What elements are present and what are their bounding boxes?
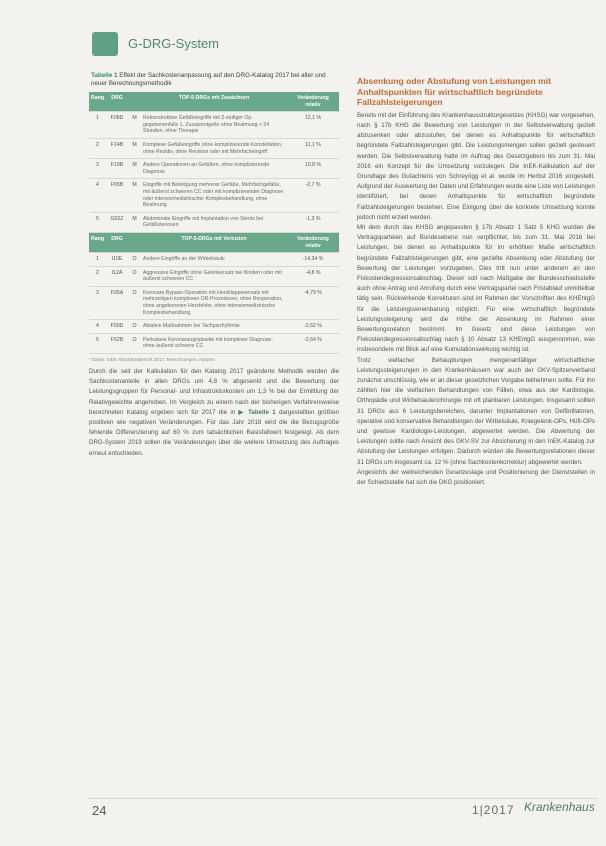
change-value-cell: -2,64 % xyxy=(287,333,339,353)
rank-cell: 1 xyxy=(89,253,106,267)
header-top5-gains: TOP-5-DRGs mit Zuwächsen xyxy=(141,92,287,112)
table-row xyxy=(89,286,339,319)
left-column xyxy=(89,72,339,459)
description-cell: Andere Eingriffe an der Wirbelsäule xyxy=(141,253,287,267)
drg-code-cell: I10E xyxy=(106,253,128,267)
rank-cell: 2 xyxy=(89,266,106,286)
rank-cell: 4 xyxy=(89,179,106,212)
left-paragraph xyxy=(89,367,339,459)
right-paragraph-2: Mit dem durch das KHSG angepassten § 17b Absatz 1 Satz 5 KHG wurden die Vertragsparteien auf Bundesebene nun verpflichtet, bis zum 31. Mai 2016 bei Leistungen, bei denen es Anhaltspunkte für im erhöhten Maße wirtschaftlich begründete Fallzahlsteigerungen gibt, eine gezielte Absenkung oder Abstufung der Bewertung der Leistungen vorzugeben. Dies tritt nun unter anderem an den Fixkostendegressionsabschlag. Dieser soll nach Maßgabe der Bundesschiedsstelle auch ohne Antrag und Anrufung durch eine Vertragspartei nach Fristablauf unmittelbar tätig sein. Rückwirkende Korrekturen sind im Rahmen der Vorschriften des KHEntgG für die Leistungsvereinbarung möglich. Für eine wirtschaftlich begründete Leistungssteigerung wird die Höhe der Absenkung im Rahmen einer Bewertungsrelation bestimmt. Im Gesetz sind diese Leistungen von Fixkostendegressionsabschlag nach § 10 Absatz 13 KHEntgG ausgenommen, was insbesondere mit Blick auf eine Kumulationswirkung wichtig ist. xyxy=(357,224,595,354)
left-body-text xyxy=(89,367,339,459)
rank-cell: 1 xyxy=(89,112,106,139)
description-cell: Rekonstruktive Gefäßeingriffe mit 2-stufiger Op. gegebenenfalls 1. Zusatzentgelte ohne Beatmung > 24 Stunden, ohne Therapie xyxy=(141,112,287,139)
header-change: Veränderung relativ xyxy=(287,232,339,252)
drg-code-cell: F05A xyxy=(106,286,128,319)
page-number: 24 xyxy=(92,803,107,818)
drg-code-cell: I12A xyxy=(106,266,128,286)
partition-cell: O xyxy=(128,286,141,319)
change-value-cell: -1,3 % xyxy=(287,212,339,232)
header-partition xyxy=(128,92,141,112)
change-value-cell: -2,62 % xyxy=(287,320,339,334)
drg-code-cell: G02Z xyxy=(106,212,128,232)
change-value-cell: 11,1 % xyxy=(287,138,339,158)
drg-code-cell: F52B xyxy=(106,333,128,353)
header-rank: Rang xyxy=(89,232,106,252)
drg-code-cell: F08D xyxy=(106,112,128,139)
drg-effect-table xyxy=(89,92,339,354)
header-rank: Rang xyxy=(89,92,106,112)
table-body-losses xyxy=(89,232,339,353)
partition-cell: M xyxy=(128,112,141,139)
right-paragraph-1: Bereits mit der Einführung des Krankenhausstrukturgesetzes (KHSG) war vorgesehen, nach § 17b KHG die Bewertung von Leistungen in der Selbstverwaltung gezielt abzusenken oder abzustufen, bei denen es Anhaltspunkte für wirtschaftlich begründete Fallzahlsteigerungen gibt. Die Leistungsmengen sollen gezielt gesteuert werden. Die Selbstverwaltung hatte im Auftrag des Gesetzgebers bis zum 31. Mai 2016 ein Konzept für die Umsetzung vorzulegen. Die InEK-Kalkulation auf der Grundlage des Gutachtens von Schreyögg et al. wurde im Herbst 2016 vorgestellt. Aufgrund der Auswertung der Daten und Erfahrungen wurde eine Liste von Leistungen identifiziert, bei denen Anhaltspunkte für wirtschaftlich begründete Fallzahlsteigerungen bestehen. Eine Einigung über die konkrete Umsetzung konnte jedoch nicht erzielt werden. xyxy=(357,111,595,221)
table-caption xyxy=(91,72,339,88)
drg-code-cell: F65B xyxy=(106,179,128,212)
description-cell: Abdominale Eingriffe mit Implantation von Stents bei Gefäßstenosen xyxy=(141,212,287,232)
description-cell: Ablative Maßnahmen bei Tachyarrhythmie xyxy=(141,320,287,334)
table-caption-text: Effekt der Sachkostenanpassung auf den DRG-Katalog 2017 bei alter und neuer Berechnungsmethodik xyxy=(91,72,326,87)
rank-cell: 5 xyxy=(89,212,106,232)
table-row xyxy=(89,159,339,179)
description-cell: Aggressive Eingriffe ohne Gelenkersatz bei Kindern oder mit äußerst schweren CC xyxy=(141,266,287,286)
table-row xyxy=(89,179,339,212)
change-value-cell: -2,7 % xyxy=(287,179,339,212)
table-row xyxy=(89,333,339,353)
description-cell: Perkutane Koronarangioplastie mit komplexer Diagnose, ohne äußerst schwere CC xyxy=(141,333,287,353)
description-cell: Koronare Bypass-Operation mit Herzklappenersatz mit mehrzeitigen komplexen OR-Prozeduren, ohne Reoperation, ohne angeborenen Herzfehler, ohne intensivmedizinische Komplexbehandlung xyxy=(141,286,287,319)
right-paragraph-3: Trotz vielfacher Behauptungen mengenanfälliger wirtschaftlicher Leistungssteigerungen in den Krankenhäusern war auch der GKV-Spitzenverband zunächst unschlüssig, wie er an dieser gesetzlichen Vorgabe teilnehmen sollte. Für ihn zählten hier die vielfachen Behandlungen von Fällen, etwa aus der Kardiologie, Orthopädie und Wirbelsäulenchirurgie mit oft planbaren Leistungen. Insgesamt sollten 31 DRGs aus 6 Leistungsbereichen, darunter Implantationen von Defibrillatoren, operative und konservative Behandlungen der Wirbelsäule, Kniegelenk-OPs, Hüft-OPs und gewisse Kardiologie-Leistungen, abgewertet werden. Die Abwertung der Leistungen sollte nach Ansicht des GKV-SV zur Absicherung in den InEK-Katalog zur Abstufung der Leistungen erfolgen. Dadurch würden die Bewertungsrelationen dieser 31 DRGs um insgesamt ca. 12 % (ohne Sachkostenkorrektur) abgewertet werden. xyxy=(357,356,595,466)
footer-divider xyxy=(88,798,598,799)
rank-cell: 4 xyxy=(89,320,106,334)
description-cell: Komplexe Gefäßeingriffe ohne komplizierende Konstellation, ohne Rezidiv, ohne Revision oder mit Mehrfacheingriff xyxy=(141,138,287,158)
change-value-cell: 10,8 % xyxy=(287,159,339,179)
partition-cell: O xyxy=(128,320,141,334)
table-row xyxy=(89,266,339,286)
header-drg: DRG xyxy=(106,92,128,112)
right-column xyxy=(357,76,595,488)
rank-cell: 3 xyxy=(89,286,106,319)
table-header-losses xyxy=(89,232,339,252)
article-heading: Absenkung oder Abstufung von Leistungen mit Anhaltspunkten für wirtschaftlich begründete Fallzahlsteigerungen xyxy=(357,76,551,108)
change-value-cell: 12,1 % xyxy=(287,112,339,139)
table-caption-label: Tabelle 1 xyxy=(91,72,118,79)
partition-cell: M xyxy=(128,179,141,212)
table-row xyxy=(89,253,339,267)
table-row xyxy=(89,320,339,334)
partition-cell: O xyxy=(128,253,141,267)
change-value-cell: -4,8 % xyxy=(287,266,339,286)
description-cell: Eingriffe mit Beteiligung mehrerer Gefäße, Mehrfachgefäße, mit äußerst schweren CC oder mit komplizierender Diagnose oder intensivmedizinischer Komplexbehandlung, ohne Beatmung xyxy=(141,179,287,212)
table-header-gains xyxy=(89,92,339,112)
header-partition xyxy=(128,232,141,252)
right-paragraph-4: Angesichts der weitreichenden Gesetzeslage und Positionierung der Dienststellen in der Schiedsstelle hat sich die DKG positioniert. xyxy=(357,468,595,487)
table-body-gains xyxy=(89,92,339,232)
change-value-cell: -4,79 % xyxy=(287,286,339,319)
left-text-part-1: Durch die seit der Kalkulation für den Katalog 2017 geänderte Methodik werden die Sachkostenanteile in allen DRGs um 4,8 % abgesenkt und die Bewertung der Leistungsgruppen für Personal- und Infrastrukturkosten um 1,3 % bei der Ermittlung der Relativgewichte angehoben. Im Vergleich zu einem nach der bisherigen Verfahrensweise berechneten Katalog ergeben sich für 2017 die in xyxy=(89,368,339,416)
left-text-part-2: dargestellten größten positiven wie negativen Veränderungen. Für das Jahr 2018 wird die die Bezugsgröße fehlende Differenzierung auf 60 % zum tatsächlichen Basisfallwert festgelegt. Ab dem DRG-System 2019 sollen die Veränderungen über die weitere Umsetzung des Auftrages erneut entschieden. xyxy=(89,408,339,457)
issue-number: 1|2017 xyxy=(472,803,515,817)
table-reference-link[interactable]: ▶ Tabelle 1 xyxy=(238,408,276,416)
header-top5-losses: TOP-5-DRGs mit Verlusten xyxy=(141,232,287,252)
change-value-cell: -14,34 % xyxy=(287,253,339,267)
partition-cell: O xyxy=(128,333,141,353)
partition-cell: O xyxy=(128,266,141,286)
drg-code-cell: F14B xyxy=(106,138,128,158)
rank-cell: 3 xyxy=(89,159,106,179)
section-title: G-DRG-System xyxy=(128,36,219,51)
partition-cell: M xyxy=(128,159,141,179)
table-row xyxy=(89,112,339,139)
description-cell: Andere Operationen an Gefäßen, ohne komplizierende Diagnose xyxy=(141,159,287,179)
partition-cell: M xyxy=(128,212,141,232)
table-row xyxy=(89,138,339,158)
rank-cell: 2 xyxy=(89,138,106,158)
table-row xyxy=(89,212,339,232)
header-drg: DRG xyxy=(106,232,128,252)
table-footnote: * Daten: InEK Abschlussbericht 2017; Berechnungen: Autoren xyxy=(89,357,215,363)
drg-code-cell: F19B xyxy=(106,159,128,179)
right-body-text xyxy=(357,111,595,489)
rank-cell: 5 xyxy=(89,333,106,353)
partition-cell: M xyxy=(128,138,141,158)
header-change: Veränderung relativ xyxy=(287,92,339,112)
drg-code-cell: F50D xyxy=(106,320,128,334)
magazine-logo: Krankenhaus xyxy=(524,800,595,814)
section-color-block xyxy=(92,32,118,56)
